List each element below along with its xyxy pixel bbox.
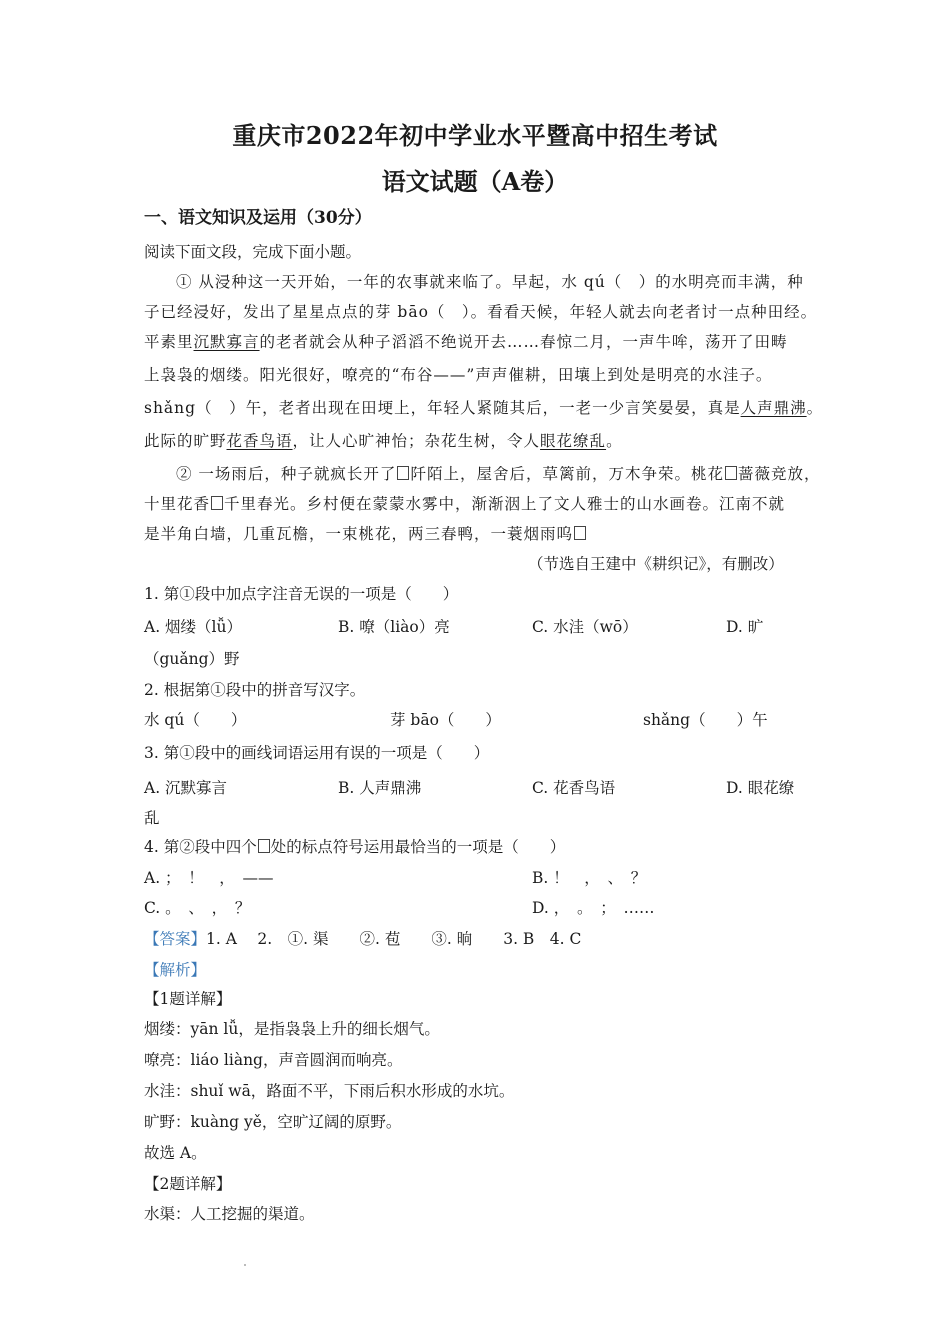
passage-text: shǎng（ ）午，老者出现在田埂上，年轻人紧随其后，一老一少言笑晏晏，真是 <box>144 399 741 417</box>
option-a: A. 沉默寡言 <box>144 779 228 797</box>
analysis-line: 水渠：人工挖掘的渠道。 <box>144 1205 315 1223</box>
passage-line <box>144 494 785 514</box>
option-d-continued: （guǎng）野 <box>144 650 240 668</box>
answer-text: 1. A 2. ①. 渠 ②. 苞 ③. 晌 3. B 4. C <box>206 930 582 948</box>
passage-text: 。 <box>606 432 623 450</box>
option-a: A. ； ！ ， —— <box>144 869 274 887</box>
option-b: B. ！ ， 、 ？ <box>532 869 647 887</box>
blank-box <box>725 466 737 480</box>
option-d: D. 旷 <box>726 618 764 636</box>
passage-line <box>144 431 623 451</box>
passage-text: 的老者就会从种子滔滔不绝说开去……春惊二月，一声牛哞，荡开了田畴 <box>259 333 788 351</box>
passage-line <box>144 524 587 544</box>
instruction: 阅读下面文段，完成下面小题。 <box>144 243 362 261</box>
exam-title: 重庆市2022年初中学业水平暨高中招生考试 <box>232 121 718 150</box>
passage-text: 是半角白墙，几重瓦檐，一束桃花，两三春鸭，一蓑烟雨呜 <box>144 525 574 543</box>
option-b: B. 人声鼎沸 <box>338 779 422 797</box>
passage-text: 平素里 <box>144 333 194 351</box>
passage-line <box>144 398 823 418</box>
blank-box <box>397 466 409 480</box>
option-d: D. 眼花缭 <box>726 779 795 797</box>
option-c: C. 。 、 ， ？ <box>144 899 251 917</box>
passage-line: 上袅袅的烟缕。阳光很好，嘹亮的“布谷——”声声催耕，田壤上到处是明亮的水洼子。 <box>144 366 773 384</box>
scan-speck <box>244 1264 246 1266</box>
passage-source: （节选自王建中《耕织记》，有删改） <box>528 555 784 573</box>
passage-line <box>176 464 820 484</box>
passage-text: 蔷薇竞放， <box>737 465 821 483</box>
blank-c: shǎng（ ）午 <box>643 711 768 729</box>
passage-text: 。 <box>806 399 824 417</box>
option-c: C. 水洼（wō） <box>532 618 638 636</box>
underlined-term: 眼花缭乱 <box>540 432 607 450</box>
answer-label: 【答案】 <box>144 930 207 948</box>
question-stem: 3. 第①段中的画线词语运用有误的一项是（ ） <box>144 744 490 762</box>
passage-line: ① 从浸种这一天开始，一年的农事就来临了。早起，水 qú（ ）的水明亮而丰满，种 <box>176 273 804 291</box>
passage-text: 千里春光。乡村便在蒙蒙水雾中，渐渐洇上了文人雅士的山水画卷。江南不就 <box>224 495 786 513</box>
option-c: C. 花香鸟语 <box>532 779 616 797</box>
answer-line <box>144 929 581 949</box>
analysis-line: 烟缕：yān lǚ，是指袅袅上升的细长烟气。 <box>144 1020 440 1038</box>
underlined-term: 沉默寡言 <box>193 333 260 351</box>
passage-line: 子已经浸好，发出了星星点点的芽 bāo（ ）。看看天候，年轻人就去向老者讨一点种田经。 <box>144 303 818 321</box>
passage-text: 十里花香 <box>144 495 211 513</box>
passage-text: 阡陌上，屋舍后，草篱前，万木争荣。桃花 <box>410 465 724 483</box>
exam-subtitle: 语文试题（A卷） <box>381 167 569 196</box>
question-text: 处的标点符号运用最恰当的一项是（ ） <box>270 838 566 856</box>
question-stem <box>144 837 565 857</box>
analysis-label: 【解析】 <box>144 961 207 979</box>
option-d: D. ， 。 ； …… <box>532 899 655 917</box>
blank-box <box>258 839 270 853</box>
option-b: B. 嘹（liào）亮 <box>338 618 450 636</box>
analysis-line: 故选 A。 <box>144 1144 207 1162</box>
blank-b: 芽 bāo（ ） <box>390 711 501 729</box>
section-heading: 一、语文知识及运用（30分） <box>144 208 372 228</box>
blank-a: 水 qú（ ） <box>144 711 247 729</box>
underlined-term: 花香鸟语 <box>226 432 293 450</box>
question-text: 4. 第②段中四个 <box>144 838 257 856</box>
option-d-continued: 乱 <box>144 809 160 827</box>
passage-text: 此际的旷野 <box>144 432 227 450</box>
passage-text: ② 一场雨后，种子就疯长开了 <box>176 465 397 483</box>
analysis-line: 嘹亮：liáo liàng，声音圆润而响亮。 <box>144 1051 403 1069</box>
option-a: A. 烟缕（lǚ） <box>144 618 242 636</box>
passage-line <box>144 332 788 352</box>
analysis-line: 水洼：shuǐ wā，路面不平，下雨后积水形成的水坑。 <box>144 1082 515 1100</box>
blank-box <box>211 496 223 510</box>
blank-box <box>574 526 586 540</box>
underlined-term: 人声鼎沸 <box>740 399 807 417</box>
passage-text: ，让人心旷神怡；杂花生树，令人 <box>292 432 541 450</box>
analysis-heading: 【1题详解】 <box>144 990 232 1008</box>
question-stem: 1. 第①段中加点字注音无误的一项是（ ） <box>144 585 459 603</box>
analysis-heading: 【2题详解】 <box>144 1175 232 1193</box>
analysis-line: 旷野：kuàng yě，空旷辽阔的原野。 <box>144 1113 402 1131</box>
question-stem: 2. 根据第①段中的拼音写汉字。 <box>144 681 366 699</box>
